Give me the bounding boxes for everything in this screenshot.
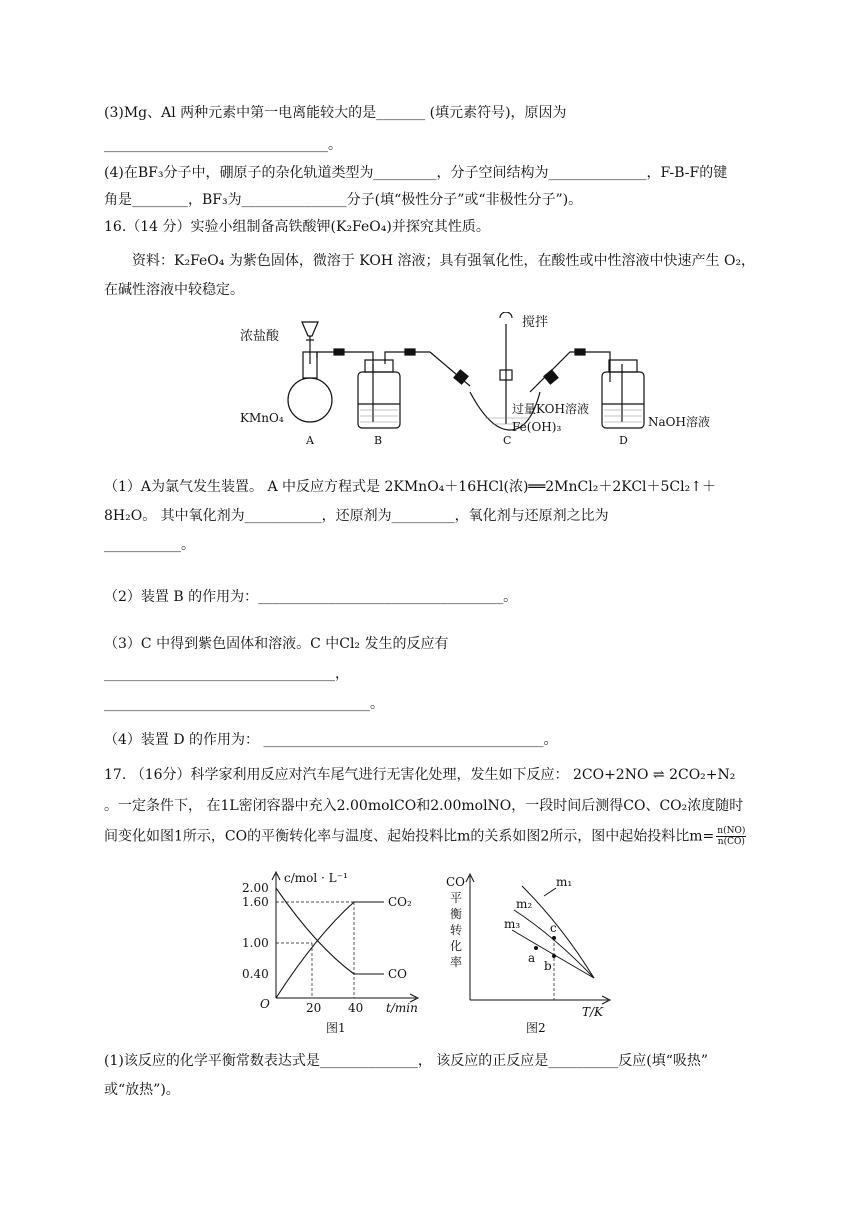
label-acid: 浓盐酸 (240, 329, 280, 344)
label-feoh3: Fe(OH)₃ (512, 420, 562, 434)
q16-3-line-2: _________________________________， (104, 666, 349, 682)
fig2-label-m1: m₁ (556, 875, 573, 889)
fig1-xtick-20: 20 (306, 1001, 322, 1015)
label-c: C (503, 434, 512, 447)
fig2-xlabel: T/K (582, 1005, 604, 1019)
label-stir: 搅拌 (522, 315, 549, 330)
fig1-xlabel: t/min (386, 1001, 418, 1015)
point-b (552, 954, 556, 958)
fig1-ytick-160: 1.60 (242, 895, 269, 909)
q16-info-1: 资料：K₂FeO₄ 为紫色固体，微溶于 KOH 溶液；具有强氧化性，在酸性或中性溶液中快速产生 O₂， (132, 253, 756, 269)
fig2-label-b: b (544, 959, 552, 973)
apparatus-diagram (230, 312, 730, 452)
q4-line-1: (4)在BF₃分子中，硼原子的杂化轨道类型为_________，分子空间结构为______________，F-B-F的键 (104, 165, 728, 181)
fig1-series-co2: CO₂ (388, 895, 412, 909)
fig1-xtick-40: 40 (348, 1001, 364, 1015)
fig2-label-c: c (550, 921, 557, 935)
point-a (534, 946, 538, 950)
q17-line-2: 。一定条件下， 在1L密闭容器中充入2.00molCO和2.00molNO，一段时间后测得CO、CO₂浓度随时 (104, 798, 744, 814)
figure-1-concentration-plot (236, 866, 436, 1036)
fraction-denominator: n(CO) (717, 837, 745, 847)
q16-3-line-1: （3）C 中得到紫色固体和溶液。C 中Cl₂ 发生的反应有 (104, 636, 449, 652)
co-curve (276, 888, 384, 974)
q17-1-line-1: (1)该反应的化学平衡常数表达式是______________， 该反应的正反应是__________反应(填“吸热” (104, 1053, 709, 1069)
fig1-series-co: CO (388, 967, 408, 981)
fig2-ylabel-3: 衡 (450, 907, 463, 921)
q3-line-1: (3)Mg、Al 两种元素中第一电离能较大的是_______ (填元素符号)，原因为 (104, 105, 567, 121)
q16-1-line-2: 8H₂O。 其中氧化剂为___________，还原剂为_________，氧化剂与还原剂之比为 (104, 508, 609, 524)
label-d: D (619, 434, 628, 447)
q16-title: 16.（14 分）实验小组制备高铁酸钾(K₂FeO₄)并探究其性质。 (104, 219, 490, 235)
fig1-caption: 图1 (326, 1021, 346, 1035)
label-kmno4: KMnO₄ (240, 411, 284, 425)
fig1-ytick-040: 0.40 (242, 967, 269, 981)
q17-line-1: 17. （16分）科学家利用反应对汽车尾气进行无害化处理，发生如下反应： 2CO+2NO ⇌ 2CO₂+N₂ (104, 767, 736, 783)
q17-line-3 (104, 826, 746, 847)
q17-line-3-text: 间变化如图1所示，CO的平衡转化率与温度、起始投料比m的关系如图2所示，图中起始投料比m= (104, 828, 715, 845)
fig1-ytick-200: 2.00 (242, 881, 269, 895)
label-b: B (374, 434, 383, 447)
fig2-ylabel-6: 率 (450, 955, 463, 969)
fig1-ytick-100: 1.00 (242, 936, 269, 950)
q17-1-line-2: 或“放热”)。 (104, 1082, 180, 1098)
fraction-numerator: n(NO) (717, 826, 746, 836)
fig2-ylabel-4: 转 (450, 923, 463, 937)
fig2-caption: 图2 (526, 1021, 546, 1035)
q16-2: （2）装置 B 的作用为：___________________________________。 (104, 589, 518, 605)
q16-4: （4）装置 D 的作用为： ________________________________________。 (104, 732, 558, 748)
label-koh: 过量KOH溶液 (512, 402, 589, 416)
q16-info-2: 在碱性溶液中较稳定。 (104, 282, 244, 298)
q16-1-line-3: ___________。 (104, 537, 195, 553)
label-naoh: NaOH溶液 (648, 415, 710, 429)
fig1-ylabel: c/mol · L⁻¹ (284, 871, 348, 885)
co2-curve (276, 902, 384, 998)
q16-3-line-3: ______________________________________。 (104, 696, 384, 712)
fig2-label-a: a (528, 951, 536, 965)
fig1-origin: O (260, 997, 270, 1011)
fig2-ylabel-5: 化 (450, 939, 463, 953)
fig2-ylabel-1: CO (446, 875, 466, 889)
fig2-ylabel-2: 平 (450, 891, 463, 905)
point-c (552, 936, 556, 940)
q4-line-2: 角是________，BF₃为_______________分子(填“极性分子”或“非极性分子”)。 (104, 192, 583, 208)
q3-line-2: ________________________________。 (104, 137, 342, 153)
ratio-fraction (716, 826, 746, 847)
figure-2-conversion-plot (444, 866, 624, 1036)
q16-1-line-1: （1）A为氯气发生装置。 A 中反应方程式是 2KMnO₄＋16HCl(浓)══2MnCl₂＋2KCl＋5Cl₂↑＋ (104, 479, 716, 495)
fig2-label-m2: m₂ (516, 897, 533, 911)
label-a: A (306, 434, 314, 447)
fig2-label-m3: m₃ (504, 917, 521, 931)
